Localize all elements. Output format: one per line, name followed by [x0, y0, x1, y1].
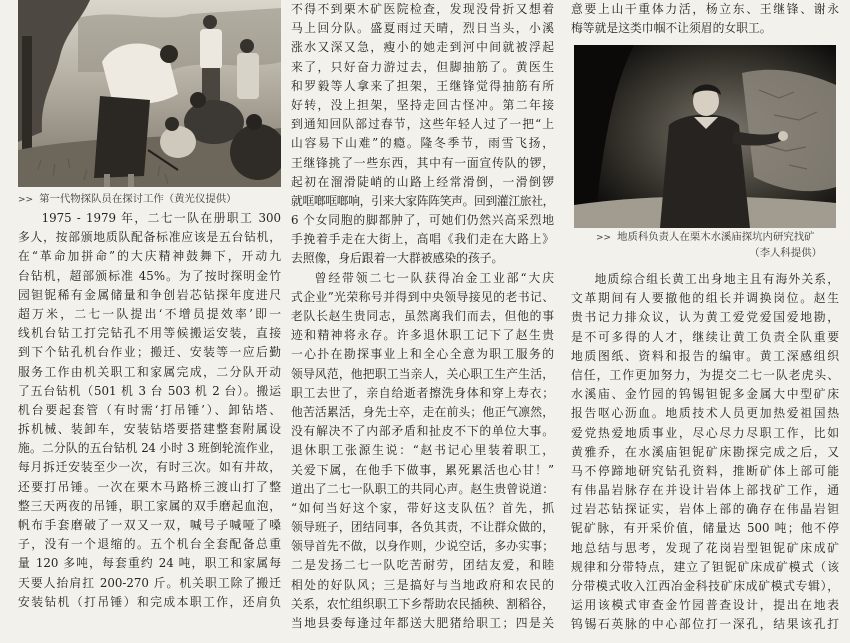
photo-tunnel-geologist	[574, 45, 836, 228]
text-line: 一心扑在勘探事业上和全心全意为职工服务的	[291, 347, 554, 362]
text-line: 山容易下山难”的瘾。隆冬季节，雨雪飞扬，	[291, 136, 554, 151]
text-line: 好转，没上担架，坚持走回古怪冲。第二年接	[291, 97, 554, 112]
text-line: 地质图纸、资料和报告的编审。黄工深感组织	[571, 348, 839, 363]
text-line: 施。二分队的五台钻机 24 小时 3 班倒轮流作业，	[18, 441, 281, 456]
text-line: 相处的好队风；三是搞好与当地政府和农民的	[291, 577, 554, 592]
text-line: 曾经带领二七一队获得冶金工业部“大庆	[314, 270, 554, 285]
text-line: 机台要起套管（有时需‘打吊锤’）、卸钻塔、	[18, 402, 281, 417]
text-line: 子，没有一个退缩的。五个机台全套配备总重	[18, 537, 281, 552]
text-line: 当地县委每逢过年都送大肥猪给职工；四是关	[291, 616, 554, 630]
text-column-3-top	[571, 0, 839, 40]
text-line: 台钻机，超部颁标准 45%。为了按时探明金竹	[18, 268, 281, 283]
photo-caption	[596, 230, 836, 245]
text-line: 报告呕心沥血。地质技术人员更加热爱祖国热	[571, 406, 839, 421]
text-line: 钨锡石英脉的中心部位打一深孔，结果该孔打	[571, 617, 839, 632]
text-line: 规律和分带特点，建立了钽铌矿床成矿模式（该	[571, 559, 839, 574]
photo-exploration-team	[18, 0, 281, 187]
text-column-3	[571, 270, 839, 638]
text-line: 文革期间有人要撤他的组长并调换岗位。赵生	[571, 291, 839, 306]
text-line: 手挽着手走在大街上，高唱《我们走在大路上》	[291, 232, 554, 247]
text-line: 来了，只好奋力游过去，但脚抽筋了。黄医生	[291, 59, 554, 74]
text-line: “如何当好这个家，带好这支队伍？首先，抓	[291, 500, 554, 515]
text-line: 每月拆迁安装至少一次，有时三次。如有井故，	[18, 460, 281, 475]
text-line: 到通知回队部过春节，这些年轻人过了一把“上	[291, 117, 554, 132]
text-line: 去照像，身后跟着一大群被感染的孩子。	[291, 251, 504, 266]
text-line: 没有解决不了内部矛盾和扯皮不下的单位大事。	[291, 424, 554, 439]
text-line: 整三天两夜的吊锤，职工家属的双手磨起血泡，	[18, 498, 281, 513]
text-line: 铌矿脉，有开采价值，储量达 500 吨；他不停	[571, 521, 839, 536]
text-line: 信任，工作更加努力，为提交二七一队老虎头、	[571, 367, 839, 382]
text-line: 迹和精神将永存。许多退休职工记下了赵生贵	[291, 328, 554, 343]
text-line: 退休职工张源生说：“赵书记心里装着职工，	[291, 443, 554, 458]
text-line: 服务工作由机关职工和家属完成，二分队开动	[18, 364, 281, 379]
text-line: 他苦活累活，身先士卒，走在前头；他正气凛然，	[291, 404, 554, 419]
text-line: 量 120 多吨，每套重约 24 吨，职工和家属每	[18, 556, 281, 571]
text-line: 黄雅乔，在水溪庙钽铌矿床勘探完成之后，又	[571, 444, 839, 459]
photo-exploration-team-image	[18, 0, 281, 187]
text-line: 地总结与思考，发现了花岗岩型钽铌矿床成矿	[571, 540, 839, 555]
text-line: 运用该模式审查金竹园普查设计，提出在地表	[571, 598, 839, 613]
photo-tunnel-geologist-image	[574, 45, 836, 228]
text-line: 帆布手套磨破了一双又一双，喊号子喊哑了嗓	[18, 518, 281, 532]
text-line: 过岩芯钻探证实，岩体上部的确存在伟晶岩钽	[571, 502, 839, 517]
text-line: 意要上山干重体力活，杨立东、王继锋、谢永	[571, 2, 839, 16]
text-line: 分带模式收入江西冶金科技矿床成矿模式专辑），	[571, 579, 839, 593]
text-line: 1975 - 1979 年，二七一队在册职工 300	[41, 211, 281, 225]
text-line: 王继锋挑了一些东西，其中有一面宣传队的锣，	[291, 155, 554, 170]
caption-marker: >>	[596, 233, 612, 243]
text-line: 起初在溜滑陡峭的山路上经常滑倒，一滑倒锣	[291, 174, 554, 189]
text-line: 地质综合组长黄工出身地主且有海外关系，	[594, 272, 839, 286]
text-line: 和罗毅等人拿来了担架，王继锋觉得抽筋有所	[291, 78, 554, 93]
text-line: 领导班子，团结同事，各负其责，不让群众做的，	[291, 520, 554, 535]
text-line: 超万米，二七一队提出‘不增员提效率’即一	[18, 306, 281, 321]
text-line: 有伟晶岩脉存在并设计岩体上部找矿工作，通	[571, 483, 839, 498]
text-line: 安装钻机（打吊锤）和完成本职工作，还肩负	[18, 594, 281, 609]
text-line: 领导首先不做，以身作则，少说空话，多办实事；	[291, 539, 554, 554]
text-line: 多人，按部颁地质队配备标准应该是五台钻机，	[18, 230, 281, 245]
text-line: 二是发扬二七一队吃苦耐劳，团结友爱，和睦	[291, 558, 554, 573]
text-line: 式企业”光荣称号并得到中央领导接见的老书记、	[291, 289, 554, 304]
text-line: 领导风范，他把职工当亲人，关心职工生产生活，	[291, 366, 554, 381]
text-line: 马不停蹄地研究钻孔资料，推断矿体上部可能	[571, 463, 839, 478]
text-line: 拆机械、装卸车，安装钻塔要搭建整套附属设	[18, 422, 281, 437]
text-line: 了五台钻机（501 机 3 台 503 机 2 台）。搬运	[18, 383, 281, 398]
text-line: 道出了二七一队职工的共同心声。赵生贵曾说道：	[291, 481, 554, 496]
text-line: 爱党热爱地质事业，尽心尽力尽职工作，比如	[571, 425, 839, 440]
text-line: 到下个钻孔机台作业；搬迁、安装等一应后勤	[18, 345, 281, 360]
caption-marker: >>	[18, 195, 34, 205]
text-line: 不得不到栗木矿医院检查，发现没骨折又想着	[291, 2, 554, 16]
text-line: 在“革命加拼命”的大庆精神鼓舞下，开动九	[18, 249, 281, 264]
text-line: 关爱下属，在他手下做事，累死累活也心甘！”	[291, 462, 554, 477]
text-line: 就哐啷哐啷响，引来大家阵阵笑声。回到灌江旅社，	[291, 193, 554, 208]
text-line: 马上回分队。盛夏雨过天晴，烈日当头，小溪	[291, 21, 554, 36]
text-line: 关系，农忙组织职工下乡帮助农民插秧、割稻谷，	[291, 596, 554, 611]
text-line: 职工去世了，亲自给逝者擦洗身体和穿上寿衣；	[291, 385, 554, 400]
text-line: 梅等就是这类巾帼不让须眉的女职工。	[571, 21, 772, 36]
text-line: 贵书记力排众议，认为黄工爱党爱国爱地勘，	[571, 310, 839, 325]
text-line: 6 个女同胞的脚都肿了，可她们仍然兴高采烈地	[291, 213, 554, 228]
text-line: 天要人抬肩扛 200-270 斤。机关职工除了搬迁	[18, 575, 281, 590]
caption-text: 第一代物探队员在探讨工作（黄光仪提供）	[39, 193, 237, 205]
text-column-2	[291, 0, 554, 636]
text-line: 园钽铌稀有金属储量和争创岩芯钻探年度进尺	[18, 287, 281, 302]
text-line: 还要打吊锤。一次在栗木马路桥三渡山打了整	[18, 479, 281, 494]
text-line: 水溪庙、金竹园的钨锡钽铌多金属大中型矿床	[571, 387, 839, 402]
text-line: 是不可多得的人才，继续让黄工负责全队重要	[571, 329, 839, 344]
text-column-1	[18, 209, 281, 615]
text-line: 线机台钻工打完钻孔不用等候搬运安装，直接	[18, 326, 281, 341]
caption-text: 地质科负责人在栗木水溪庙探坑内研究找矿	[617, 231, 815, 243]
tunnel-wall	[742, 70, 836, 191]
photo-caption	[18, 192, 281, 207]
text-line: 老队长赵生贵同志，虽然离我们而去，但他的事	[291, 309, 554, 323]
photo-credit: （李人科提供）	[749, 247, 822, 259]
text-line: 涨水又深又急，瘦小的她走到河中间就被浮起	[291, 40, 554, 55]
